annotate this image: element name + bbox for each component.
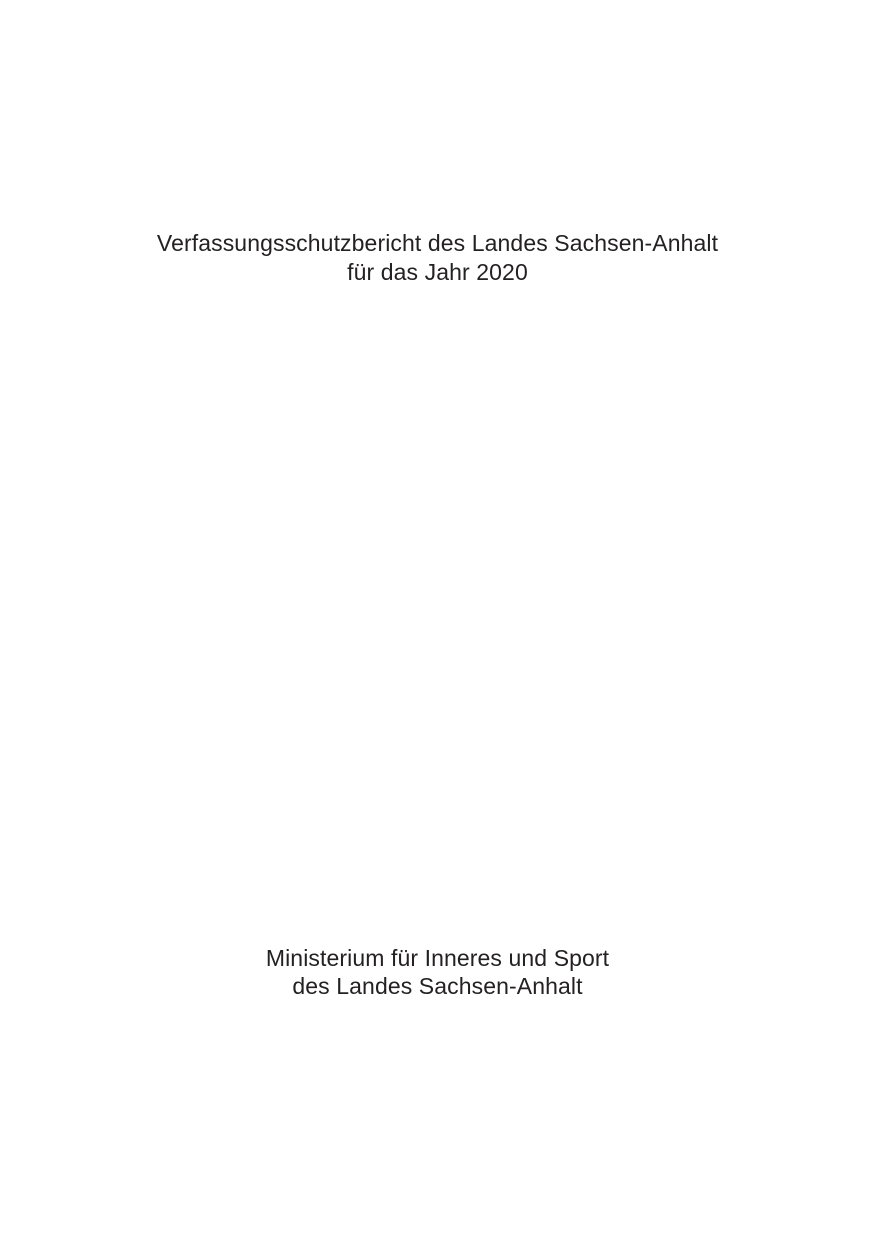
publisher-line-2: des Landes Sachsen-Anhalt bbox=[292, 973, 583, 999]
publisher-line-1: Ministerium für Inneres und Sport bbox=[265, 945, 610, 971]
publisher bbox=[0, 944, 875, 1000]
report-title-line-2: für das Jahr 2020 bbox=[347, 259, 528, 285]
report-title bbox=[0, 229, 875, 287]
report-title-line-1: Verfassungsschutzbericht des Landes Sachsen-Anhalt bbox=[156, 230, 719, 256]
